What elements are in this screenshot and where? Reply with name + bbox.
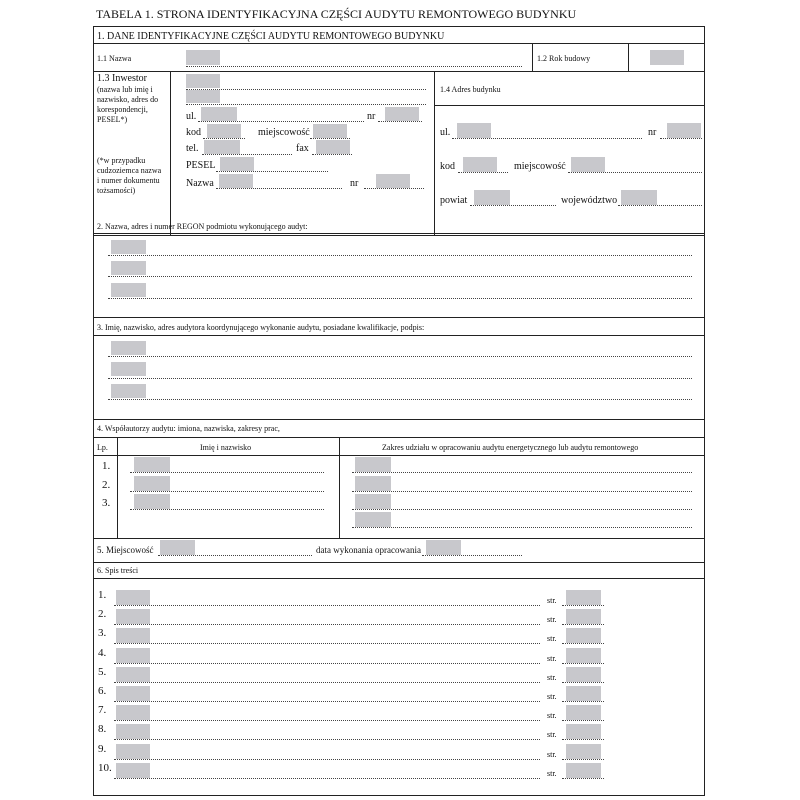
inwestor-fax-field[interactable] [316, 140, 350, 154]
toc-title-field[interactable] [116, 609, 150, 624]
toc-str-label: str. [547, 634, 557, 643]
toc-number: 6. [98, 685, 107, 697]
toc-number: 9. [98, 743, 107, 755]
toc-str-label: str. [547, 673, 557, 682]
toc-page-line [562, 605, 604, 606]
toc-str-label: str. [547, 615, 557, 624]
col-lp: Lp. [97, 443, 108, 452]
coauthor-lp-3: 3. [102, 497, 111, 509]
toc-title-field[interactable] [116, 705, 150, 720]
section6-header: 6. Spis treści [97, 566, 139, 575]
adres-label: 1.4 Adres budynku [440, 85, 501, 94]
inwestor-doc-nr-label: nr [350, 178, 359, 189]
section1-header: 1. DANE IDENTYFIKACYJNE CZĘŚCI AUDYTU REMONTOWEGO BUDYNKU [97, 31, 445, 42]
adres-ul-label: ul. [440, 127, 451, 138]
coauthor-scope-4[interactable] [355, 512, 391, 527]
inwestor-kod-field[interactable] [207, 124, 241, 138]
coauthor-name-3[interactable] [134, 494, 170, 509]
toc-page-line [562, 682, 604, 683]
toc-page-line [562, 778, 604, 779]
coauthor-scope-3[interactable] [355, 494, 391, 509]
toc-number: 5. [98, 666, 107, 678]
auditor-entity-field-2[interactable] [111, 261, 146, 275]
toc-str-label: str. [547, 654, 557, 663]
toc-title-field[interactable] [116, 590, 150, 605]
toc-page-line [562, 624, 604, 625]
miejscowosc-field[interactable] [160, 540, 195, 555]
section4-header: 4. Współautorzy audytu: imiona, nazwiska, zakresy prac, [97, 424, 280, 433]
toc-page-field[interactable] [566, 609, 601, 624]
toc-page-field[interactable] [566, 744, 601, 759]
adres-kod-label: kod [440, 161, 455, 172]
coordinator-field-3[interactable] [111, 384, 146, 398]
toc-number: 8. [98, 723, 107, 735]
col-scope: Zakres udziału w opracowaniu audytu energetycznego lub audytu remontowego [382, 443, 639, 452]
toc-page-line [562, 739, 604, 740]
coauthor-lp-2: 2. [102, 479, 111, 491]
inwestor-tel-field[interactable] [204, 140, 240, 154]
adres-wojewodztwo-label: województwo [561, 195, 618, 206]
inwestor-doc-name-field[interactable] [219, 174, 253, 188]
coauthor-name-2[interactable] [134, 476, 170, 491]
adres-nr-label: nr [648, 127, 657, 138]
inwestor-nr-field[interactable] [385, 107, 419, 121]
toc-title-field[interactable] [116, 686, 150, 701]
toc-title-line [114, 778, 540, 779]
toc-title-line [114, 663, 540, 664]
coauthor-lp-1: 1. [102, 460, 111, 472]
toc-title-field[interactable] [116, 628, 150, 643]
toc-title-field[interactable] [116, 724, 150, 739]
inwestor-name-field-2[interactable] [186, 90, 220, 103]
coauthor-name-1[interactable] [134, 457, 170, 472]
adres-miejscowosc-label: miejscowość [514, 161, 566, 172]
inwestor-nazwa-label: Nazwa [186, 178, 214, 189]
inwestor-street-field[interactable] [201, 107, 237, 121]
rok-field[interactable] [650, 50, 684, 65]
toc-page-field[interactable] [566, 628, 601, 643]
nazwa-field[interactable] [186, 50, 220, 65]
toc-str-label: str. [547, 711, 557, 720]
inwestor-nr-label: nr [367, 111, 376, 122]
inwestor-doc-nr-field[interactable] [376, 174, 410, 188]
adres-powiat-field[interactable] [474, 190, 510, 205]
toc-page-line [562, 759, 604, 760]
page-title: TABELA 1. STRONA IDENTYFIKACYJNA CZĘŚCI AUDYTU REMONTOWEGO BUDYNKU [96, 7, 577, 21]
nazwa-label: 1.1 Nazwa [97, 54, 132, 63]
toc-page-line [562, 720, 604, 721]
adres-miejscowosc-field[interactable] [571, 157, 605, 172]
toc-str-label: str. [547, 730, 557, 739]
toc-page-field[interactable] [566, 667, 601, 682]
toc-number: 4. [98, 647, 107, 659]
auditor-entity-field-3[interactable] [111, 283, 146, 297]
toc-page-field[interactable] [566, 648, 601, 663]
toc-number: 3. [98, 627, 107, 639]
toc-title-line [114, 643, 540, 644]
toc-page-field[interactable] [566, 686, 601, 701]
toc-title-line [114, 682, 540, 683]
toc-page-line [562, 701, 604, 702]
inwestor-name-field[interactable] [186, 74, 220, 88]
toc-title-line [114, 759, 540, 760]
toc-str-label: str. [547, 596, 557, 605]
toc-title-field[interactable] [116, 763, 150, 778]
inwestor-label: 1.3 Inwestor [97, 73, 147, 84]
coordinator-field-2[interactable] [111, 362, 146, 376]
toc-number: 7. [98, 704, 107, 716]
inwestor-footnote: (*w przypadku cudzoziemca nazwa i numer dokumentu tożsamości) [97, 156, 162, 195]
inwestor-miejscowosc-field[interactable] [313, 124, 347, 138]
inwestor-kod-label: kod [186, 127, 201, 138]
data-label: data wykonania opracowania [316, 545, 421, 555]
toc-page-field[interactable] [566, 724, 601, 739]
toc-number: 10. [98, 762, 112, 774]
toc-str-label: str. [547, 692, 557, 701]
inwestor-pesel-field[interactable] [220, 157, 254, 171]
section2-header: 2. Nazwa, adres i numer REGON podmiotu wykonującego audyt: [97, 222, 308, 231]
inwestor-fax-label: fax [296, 143, 309, 154]
toc-page-line [562, 643, 604, 644]
toc-title-field[interactable] [116, 648, 150, 663]
inwestor-miejscowosc-label: miejscowość [258, 127, 310, 138]
inwestor-note: (nazwa lub imię i nazwisko, adres do korespondencji, PESEL*) [97, 85, 159, 124]
toc-number: 2. [98, 608, 107, 620]
toc-str-label: str. [547, 750, 557, 759]
toc-page-field[interactable] [566, 705, 601, 720]
col-name: Imię i nazwisko [200, 443, 252, 452]
auditor-entity-field-1[interactable] [111, 240, 146, 254]
coauthor-scope-1[interactable] [355, 457, 391, 472]
coauthor-scope-2[interactable] [355, 476, 391, 491]
toc-str-label: str. [547, 769, 557, 778]
rok-label: 1.2 Rok budowy [537, 54, 591, 63]
toc-number: 1. [98, 589, 107, 601]
section3-header: 3. Imię, nazwisko, adres audytora koordynującego wykonanie audytu, posiadane kwalifikacje, podpis: [97, 323, 425, 332]
adres-kod-field[interactable] [463, 157, 497, 172]
toc-title-field[interactable] [116, 744, 150, 759]
toc-title-line [114, 701, 540, 702]
adres-street-field[interactable] [457, 123, 491, 138]
adres-wojewodztwo-field[interactable] [621, 190, 657, 205]
toc-title-line [114, 605, 540, 606]
toc-title-field[interactable] [116, 667, 150, 682]
form-frame [93, 26, 705, 796]
miejscowosc-label: 5. Miejscowość [97, 545, 154, 555]
data-field[interactable] [426, 540, 461, 555]
inwestor-ul-label: ul. [186, 111, 197, 122]
coordinator-field-1[interactable] [111, 341, 146, 355]
toc-page-field[interactable] [566, 763, 601, 778]
toc-title-line [114, 720, 540, 721]
toc-page-line [562, 663, 604, 664]
adres-powiat-label: powiat [440, 195, 468, 206]
toc-title-line [114, 739, 540, 740]
toc-page-field[interactable] [566, 590, 601, 605]
inwestor-pesel-label: PESEL [186, 160, 216, 171]
inwestor-tel-label: tel. [186, 143, 199, 154]
adres-nr-field[interactable] [667, 123, 701, 138]
toc-title-line [114, 624, 540, 625]
